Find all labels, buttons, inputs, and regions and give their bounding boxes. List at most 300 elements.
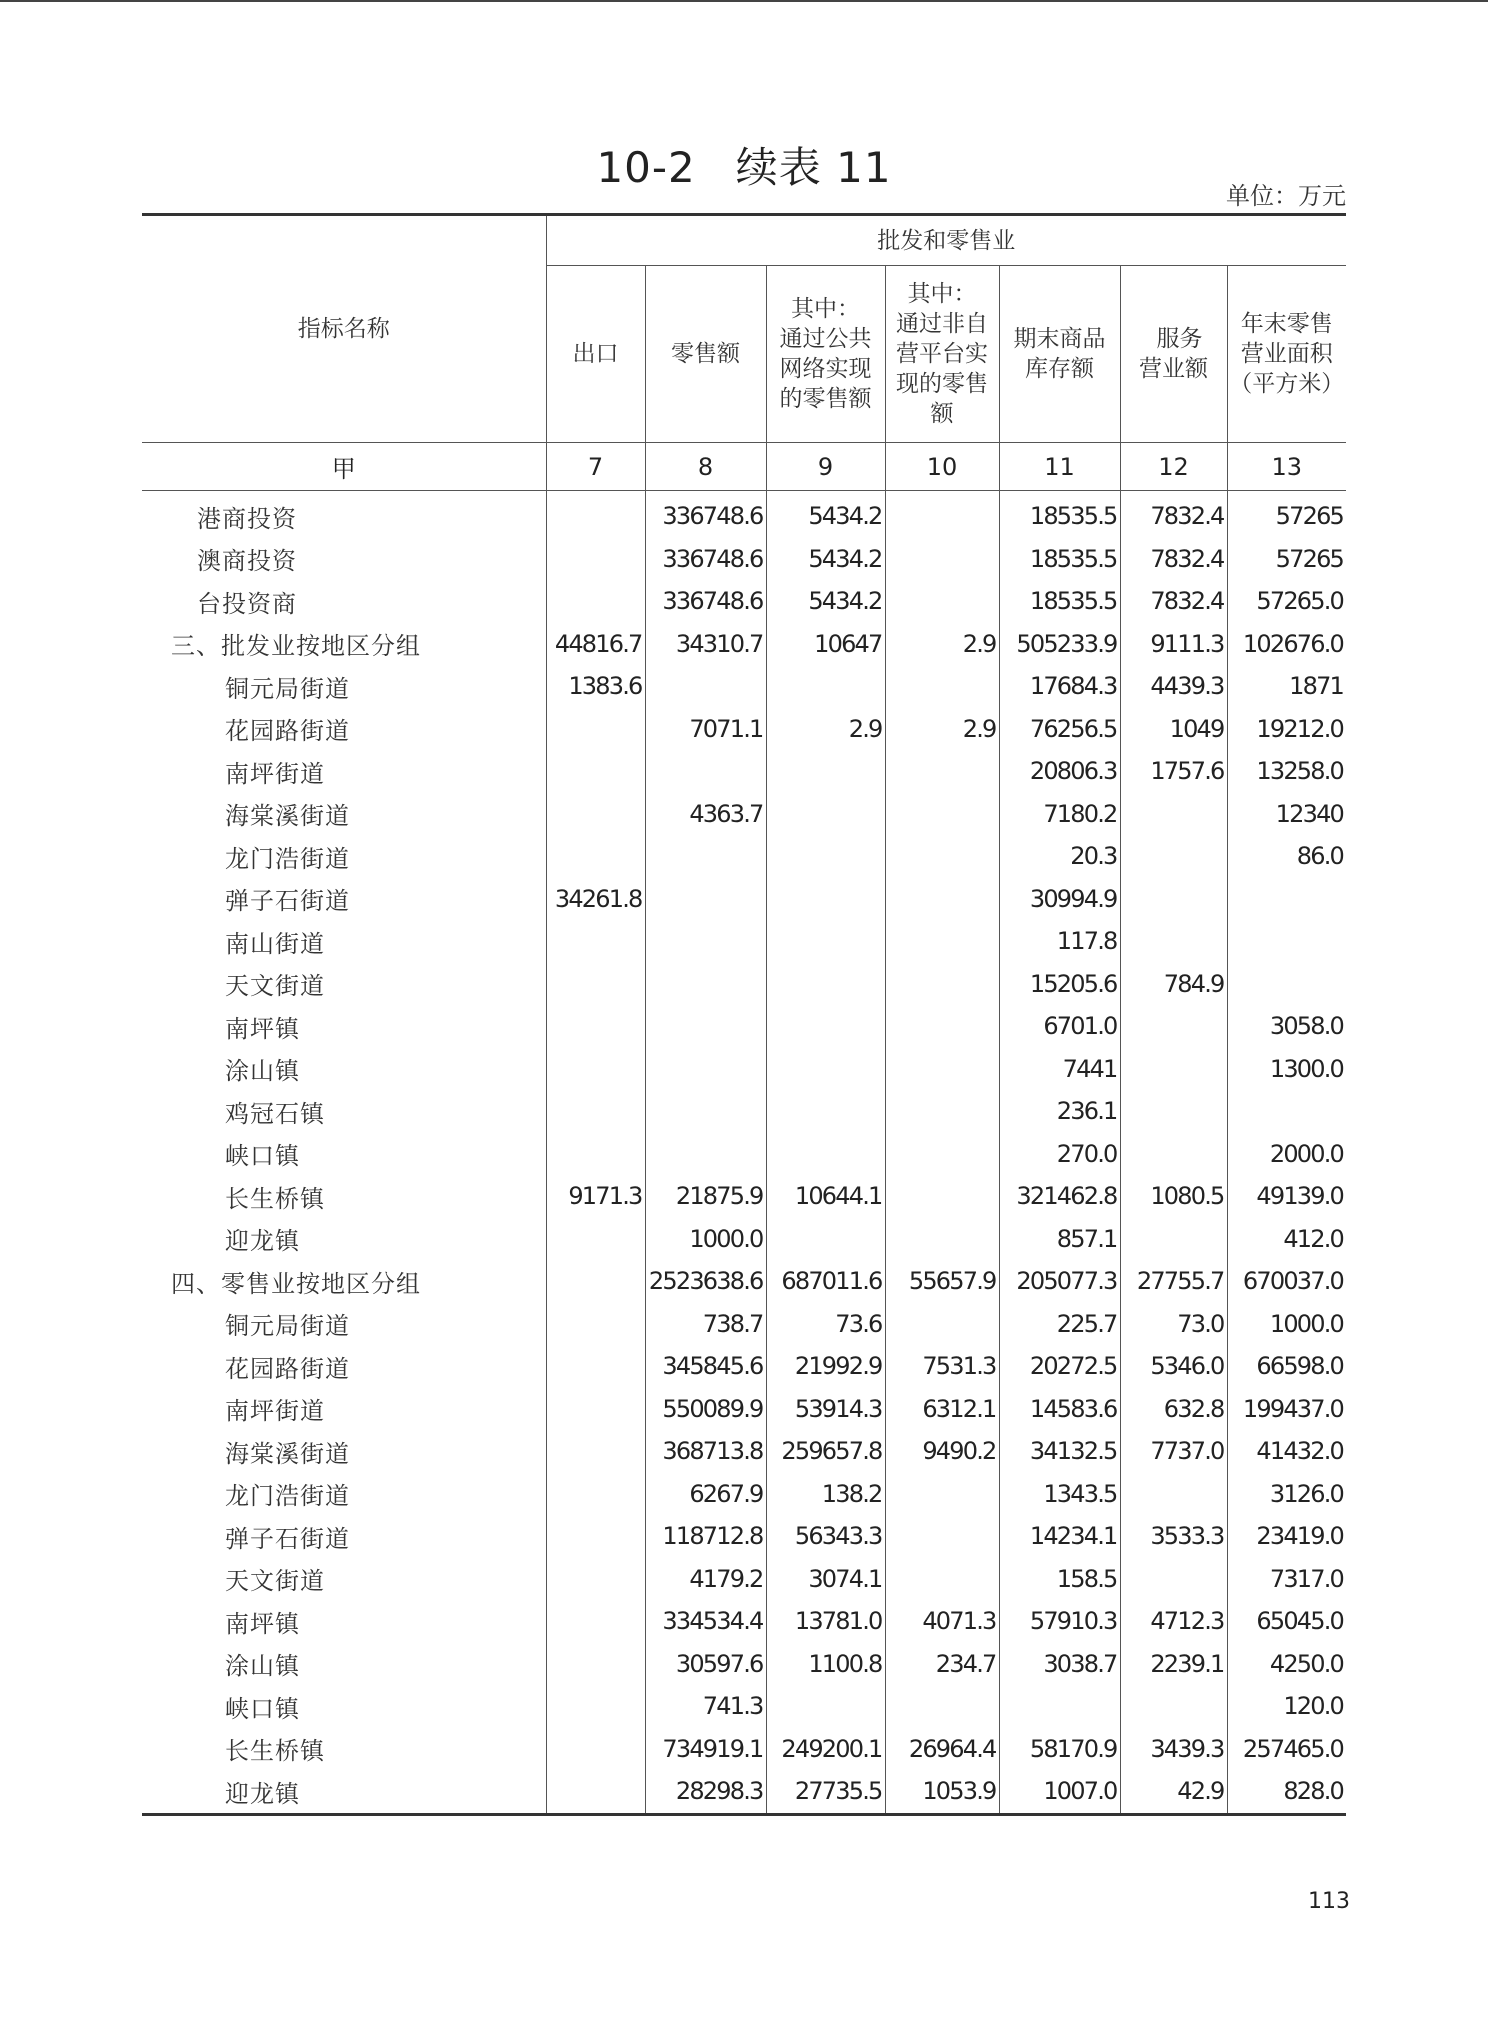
row-label: 长生桥镇 [225,1184,325,1213]
column-header [766,266,885,443]
table-cell [546,1090,645,1133]
table-row [142,1218,1346,1261]
statistics-table [142,213,1346,1816]
table-cell: 15205.6 [999,963,1120,1006]
table-row [142,1175,1346,1218]
table-cell [645,878,766,921]
table-row [142,1048,1346,1091]
table-cell: 66598.0 [1227,1345,1346,1388]
table-cell [1120,1090,1227,1133]
column-header-line: 年末零售 [1240,311,1333,337]
table-cell: 784.9 [1120,963,1227,1006]
table-row [142,1728,1346,1771]
table-cell: 30994.9 [999,878,1120,921]
table-cell: 2.9 [885,623,999,666]
table-cell [766,750,885,793]
table-row [142,835,1346,878]
table-cell: 199437.0 [1227,1388,1346,1431]
table-cell [546,1473,645,1516]
header-group: 批发和零售业 [546,215,1346,266]
table-cell: 259657.8 [766,1430,885,1473]
table-cell [546,1770,645,1814]
table-cell [1227,920,1346,963]
table-cell: 738.7 [645,1303,766,1346]
table-cell [645,750,766,793]
table-cell [546,1005,645,1048]
table-cell [885,1558,999,1601]
table-cell [885,1090,999,1133]
row-label: 台投资商 [197,589,297,618]
column-header-line: 出口 [572,341,619,367]
column-header-service-revenue: 服务营业额 [1139,326,1208,382]
row-label: 南坪镇 [225,1609,300,1638]
table-cell [645,1005,766,1048]
table-cell: 5434.2 [766,491,885,538]
table-cell [645,835,766,878]
table-cell: 4250.0 [1227,1643,1346,1686]
table-cell: 5346.0 [1120,1345,1227,1388]
table-cell: 336748.6 [645,538,766,581]
table-cell: 17684.3 [999,665,1120,708]
table-cell: 1343.5 [999,1473,1120,1516]
table-cell: 7441 [999,1048,1120,1091]
table-row [142,1303,1346,1346]
table-cell [885,1218,999,1261]
table-cell: 1053.9 [885,1770,999,1814]
table-cell: 7832.4 [1120,538,1227,581]
table-cell: 5434.2 [766,538,885,581]
table-cell: 21992.9 [766,1345,885,1388]
table-cell: 257465.0 [1227,1728,1346,1771]
table-cell: 7737.0 [1120,1430,1227,1473]
table-cell: 3533.3 [1120,1515,1227,1558]
table-row [142,750,1346,793]
table-cell: 1007.0 [999,1770,1120,1814]
table-row [142,708,1346,751]
table-cell: 117.8 [999,920,1120,963]
table-cell [546,1558,645,1601]
page-number: 113 [1308,1889,1350,1914]
table-cell [766,1685,885,1728]
table-cell [885,793,999,836]
table-cell [546,491,645,538]
table-cell: 550089.9 [645,1388,766,1431]
table-cell: 6701.0 [999,1005,1120,1048]
column-code: 11 [999,443,1120,491]
table-cell [1120,1218,1227,1261]
row-label: 铜元局街道 [225,1312,350,1341]
table-cell [546,1345,645,1388]
column-header-line: 现的零售 [896,371,988,397]
table-cell: 7531.3 [885,1345,999,1388]
table-cell: 334534.4 [645,1600,766,1643]
table-cell: 2239.1 [1120,1643,1227,1686]
table-cell [1120,1048,1227,1091]
row-label: 海棠溪街道 [225,802,350,831]
table-cell: 12340 [1227,793,1346,836]
table-cell: 632.8 [1120,1388,1227,1431]
column-header-line: 的零售额 [779,386,872,412]
table-cell: 1757.6 [1120,750,1227,793]
table-row [142,1600,1346,1643]
table-cell [546,1133,645,1176]
table-cell [546,1303,645,1346]
row-label: 迎龙镇 [225,1227,300,1256]
table-row [142,538,1346,581]
table-cell [1120,1133,1227,1176]
table-row [142,1430,1346,1473]
table-cell: 18535.5 [999,580,1120,623]
column-header-line: 通过非自 [896,311,988,337]
column-header [1227,266,1346,443]
table-cell [1227,963,1346,1006]
table-cell: 34261.8 [546,878,645,921]
table-cell: 2.9 [885,708,999,751]
row-label: 澳商投资 [197,547,297,576]
table-row [142,1685,1346,1728]
table-cell: 7317.0 [1227,1558,1346,1601]
table-row [142,1473,1346,1516]
row-label: 天文街道 [225,972,325,1001]
page-top-border [0,0,1488,2]
table-cell [885,491,999,538]
row-label: 峡口镇 [225,1694,300,1723]
table-cell: 1049 [1120,708,1227,751]
table-row [142,1558,1346,1601]
column-code: 8 [645,443,766,491]
row-label: 弹子石街道 [225,1524,350,1553]
table-cell [1120,1685,1227,1728]
table-row [142,1133,1346,1176]
table-number: 10-2 [596,143,696,192]
column-code: 7 [546,443,645,491]
table-row [142,1090,1346,1133]
table-cell: 3126.0 [1227,1473,1346,1516]
table-cell [546,708,645,751]
table-cell: 13258.0 [1227,750,1346,793]
table-cell [999,1685,1120,1728]
table-cell: 10647 [766,623,885,666]
table-cell [1227,878,1346,921]
table-cell: 57265 [1227,538,1346,581]
table-cell: 2000.0 [1227,1133,1346,1176]
table-cell: 138.2 [766,1473,885,1516]
column-header-line: 其中： [791,296,860,322]
table-cell [766,665,885,708]
table-cell: 4179.2 [645,1558,766,1601]
row-label: 海棠溪街道 [225,1439,350,1468]
table-cell: 34310.7 [645,623,766,666]
column-header [645,266,766,443]
table-cell: 4363.7 [645,793,766,836]
table-row [142,920,1346,963]
table-cell: 857.1 [999,1218,1120,1261]
row-label: 鸡冠石镇 [225,1099,325,1128]
unit-label: 单位：万元 [1226,182,1346,210]
column-code: 12 [1120,443,1227,491]
table-row [142,491,1346,538]
table-cell: 4071.3 [885,1600,999,1643]
row-label: 三、批发业按地区分组 [171,632,421,661]
table-cell: 14234.1 [999,1515,1120,1558]
column-header [546,266,645,443]
table-cell: 7071.1 [645,708,766,751]
table-row [142,665,1346,708]
table-cell: 2523638.6 [645,1260,766,1303]
table-cell: 225.7 [999,1303,1120,1346]
table-cell [546,1685,645,1728]
table-cell [645,1133,766,1176]
table-cell: 73.6 [766,1303,885,1346]
table-cell: 1100.8 [766,1643,885,1686]
table-cell: 65045.0 [1227,1600,1346,1643]
table-cell: 4439.3 [1120,665,1227,708]
table-cell [1120,1558,1227,1601]
row-label: 南坪街道 [225,1397,325,1426]
table-cell: 321462.8 [999,1175,1120,1218]
column-header [885,266,999,443]
table-cell: 57265.0 [1227,580,1346,623]
column-header-line: 网络实现 [779,356,872,382]
row-label: 长生桥镇 [225,1737,325,1766]
table-cell [546,580,645,623]
table-cell [546,1600,645,1643]
table-cell: 158.5 [999,1558,1120,1601]
table-cell [1120,920,1227,963]
table-cell: 5434.2 [766,580,885,623]
table-cell [885,920,999,963]
table-cell [885,1303,999,1346]
table-cell: 368713.8 [645,1430,766,1473]
table-cell [546,1218,645,1261]
table-cell [885,1005,999,1048]
table-cell: 1871 [1227,665,1346,708]
table-cell [645,1048,766,1091]
table-cell: 58170.9 [999,1728,1120,1771]
row-label: 铜元局街道 [225,674,350,703]
row-label: 南山街道 [225,929,325,958]
row-label: 弹子石街道 [225,887,350,916]
table-cell: 120.0 [1227,1685,1346,1728]
table-cell: 4712.3 [1120,1600,1227,1643]
row-label: 龙门浩街道 [225,844,350,873]
table-row [142,1388,1346,1431]
table-cell: 1080.5 [1120,1175,1227,1218]
table-cell: 234.7 [885,1643,999,1686]
row-label: 涂山镇 [225,1057,300,1086]
table-row [142,1770,1346,1814]
table-cell: 14583.6 [999,1388,1120,1431]
table-cell: 53914.3 [766,1388,885,1431]
column-code: 甲 [142,443,546,491]
table-cell [885,1133,999,1176]
table-cell: 86.0 [1227,835,1346,878]
table-title-text: 续表 11 [735,143,892,192]
table-cell [885,1515,999,1558]
table-row [142,1005,1346,1048]
table-cell [885,750,999,793]
row-label: 峡口镇 [225,1142,300,1171]
table-cell [546,1260,645,1303]
table-cell [1227,1090,1346,1133]
table-cell [885,1175,999,1218]
table-cell: 18535.5 [999,538,1120,581]
table-cell: 34132.5 [999,1430,1120,1473]
table-cell [766,1090,885,1133]
column-header-line: 营平台实 [896,341,988,367]
table-cell: 41432.0 [1227,1430,1346,1473]
table-cell [766,793,885,836]
table-cell: 236.1 [999,1090,1120,1133]
table-cell: 13781.0 [766,1600,885,1643]
table-cell: 57265 [1227,491,1346,538]
table-row [142,623,1346,666]
table-cell [546,1728,645,1771]
table-cell: 336748.6 [645,580,766,623]
table-cell: 6312.1 [885,1388,999,1431]
table-cell [1120,793,1227,836]
table-cell: 9171.3 [546,1175,645,1218]
column-code: 13 [1227,443,1346,491]
table-cell: 57910.3 [999,1600,1120,1643]
table-cell [546,538,645,581]
table-cell: 20272.5 [999,1345,1120,1388]
table-cell: 7832.4 [1120,491,1227,538]
column-header-line: 库存额 [1025,356,1094,382]
table-cell [546,835,645,878]
column-header-line: 期末商品 [1013,326,1106,352]
table-cell: 6267.9 [645,1473,766,1516]
table-cell [546,1643,645,1686]
table-cell: 118712.8 [645,1515,766,1558]
table-cell: 20806.3 [999,750,1120,793]
table-cell: 270.0 [999,1133,1120,1176]
table-cell [1120,878,1227,921]
table-cell [546,750,645,793]
table-cell [766,1133,885,1176]
table-cell [885,1473,999,1516]
table-cell: 1000.0 [1227,1303,1346,1346]
table-row [142,793,1346,836]
table-cell [766,835,885,878]
row-label: 花园路街道 [225,717,350,746]
row-label: 港商投资 [197,504,297,533]
table-cell: 19212.0 [1227,708,1346,751]
table-cell: 26964.4 [885,1728,999,1771]
table-cell [885,665,999,708]
table-cell: 18535.5 [999,491,1120,538]
row-label: 迎龙镇 [142,1770,546,1814]
table-cell [885,835,999,878]
table-cell: 3038.7 [999,1643,1120,1686]
column-code: 10 [885,443,999,491]
table-cell: 27755.7 [1120,1260,1227,1303]
row-label: 龙门浩街道 [225,1482,350,1511]
table-cell [546,963,645,1006]
column-header-line: （平方米） [1229,371,1345,397]
row-label: 南坪街道 [225,759,325,788]
table-cell: 44816.7 [546,623,645,666]
table-cell [546,1430,645,1473]
table-cell [1120,1473,1227,1516]
column-header-line: 通过公共 [779,326,872,352]
table-cell: 3074.1 [766,1558,885,1601]
table-cell [766,920,885,963]
column-header [1120,266,1227,443]
table-cell: 21875.9 [645,1175,766,1218]
table-cell [546,793,645,836]
table-cell: 741.3 [645,1685,766,1728]
table-cell [766,1048,885,1091]
table-row [142,963,1346,1006]
column-header-line: 其中： [907,281,977,307]
row-label: 南坪镇 [225,1014,300,1043]
table-cell: 249200.1 [766,1728,885,1771]
table-cell [766,963,885,1006]
table-cell [766,1218,885,1261]
row-label: 涂山镇 [225,1652,300,1681]
row-label: 天文街道 [225,1567,325,1596]
table-cell: 687011.6 [766,1260,885,1303]
table-cell: 734919.1 [645,1728,766,1771]
table-cell: 3439.3 [1120,1728,1227,1771]
table-cell [546,1388,645,1431]
table-cell [546,1515,645,1558]
table-row [142,1345,1346,1388]
table-row [142,1515,1346,1558]
table-cell: 205077.3 [999,1260,1120,1303]
column-header-line: 零售额 [671,341,740,367]
table-cell: 9111.3 [1120,623,1227,666]
table-cell: 30597.6 [645,1643,766,1686]
table-cell: 345845.6 [645,1345,766,1388]
table-cell: 73.0 [1120,1303,1227,1346]
table-cell: 3058.0 [1227,1005,1346,1048]
table-cell: 7180.2 [999,793,1120,836]
table-cell [885,1048,999,1091]
table-cell: 28298.3 [645,1770,766,1814]
row-label: 四、零售业按地区分组 [171,1269,421,1298]
table-cell [645,665,766,708]
table-row [142,878,1346,921]
table-cell: 76256.5 [999,708,1120,751]
table-cell [885,878,999,921]
table-cell: 27735.5 [766,1770,885,1814]
column-header-line: 额 [930,401,954,427]
table-cell: 1300.0 [1227,1048,1346,1091]
table-cell: 10644.1 [766,1175,885,1218]
table-cell: 20.3 [999,835,1120,878]
table-row [142,1643,1346,1686]
table-cell [546,920,645,963]
table-cell: 9490.2 [885,1430,999,1473]
table-cell: 55657.9 [885,1260,999,1303]
table-cell [645,920,766,963]
table-cell: 2.9 [766,708,885,751]
table-cell [885,538,999,581]
table-cell [885,963,999,1006]
table-cell [546,1048,645,1091]
table-cell [1120,835,1227,878]
table-row [142,1260,1346,1303]
header-indicator: 指标名称 [297,316,390,342]
table-cell: 505233.9 [999,623,1120,666]
table-row [142,580,1346,623]
table-cell: 336748.6 [645,491,766,538]
table-cell: 7832.4 [1120,580,1227,623]
table-cell [766,1005,885,1048]
column-code: 9 [766,443,885,491]
